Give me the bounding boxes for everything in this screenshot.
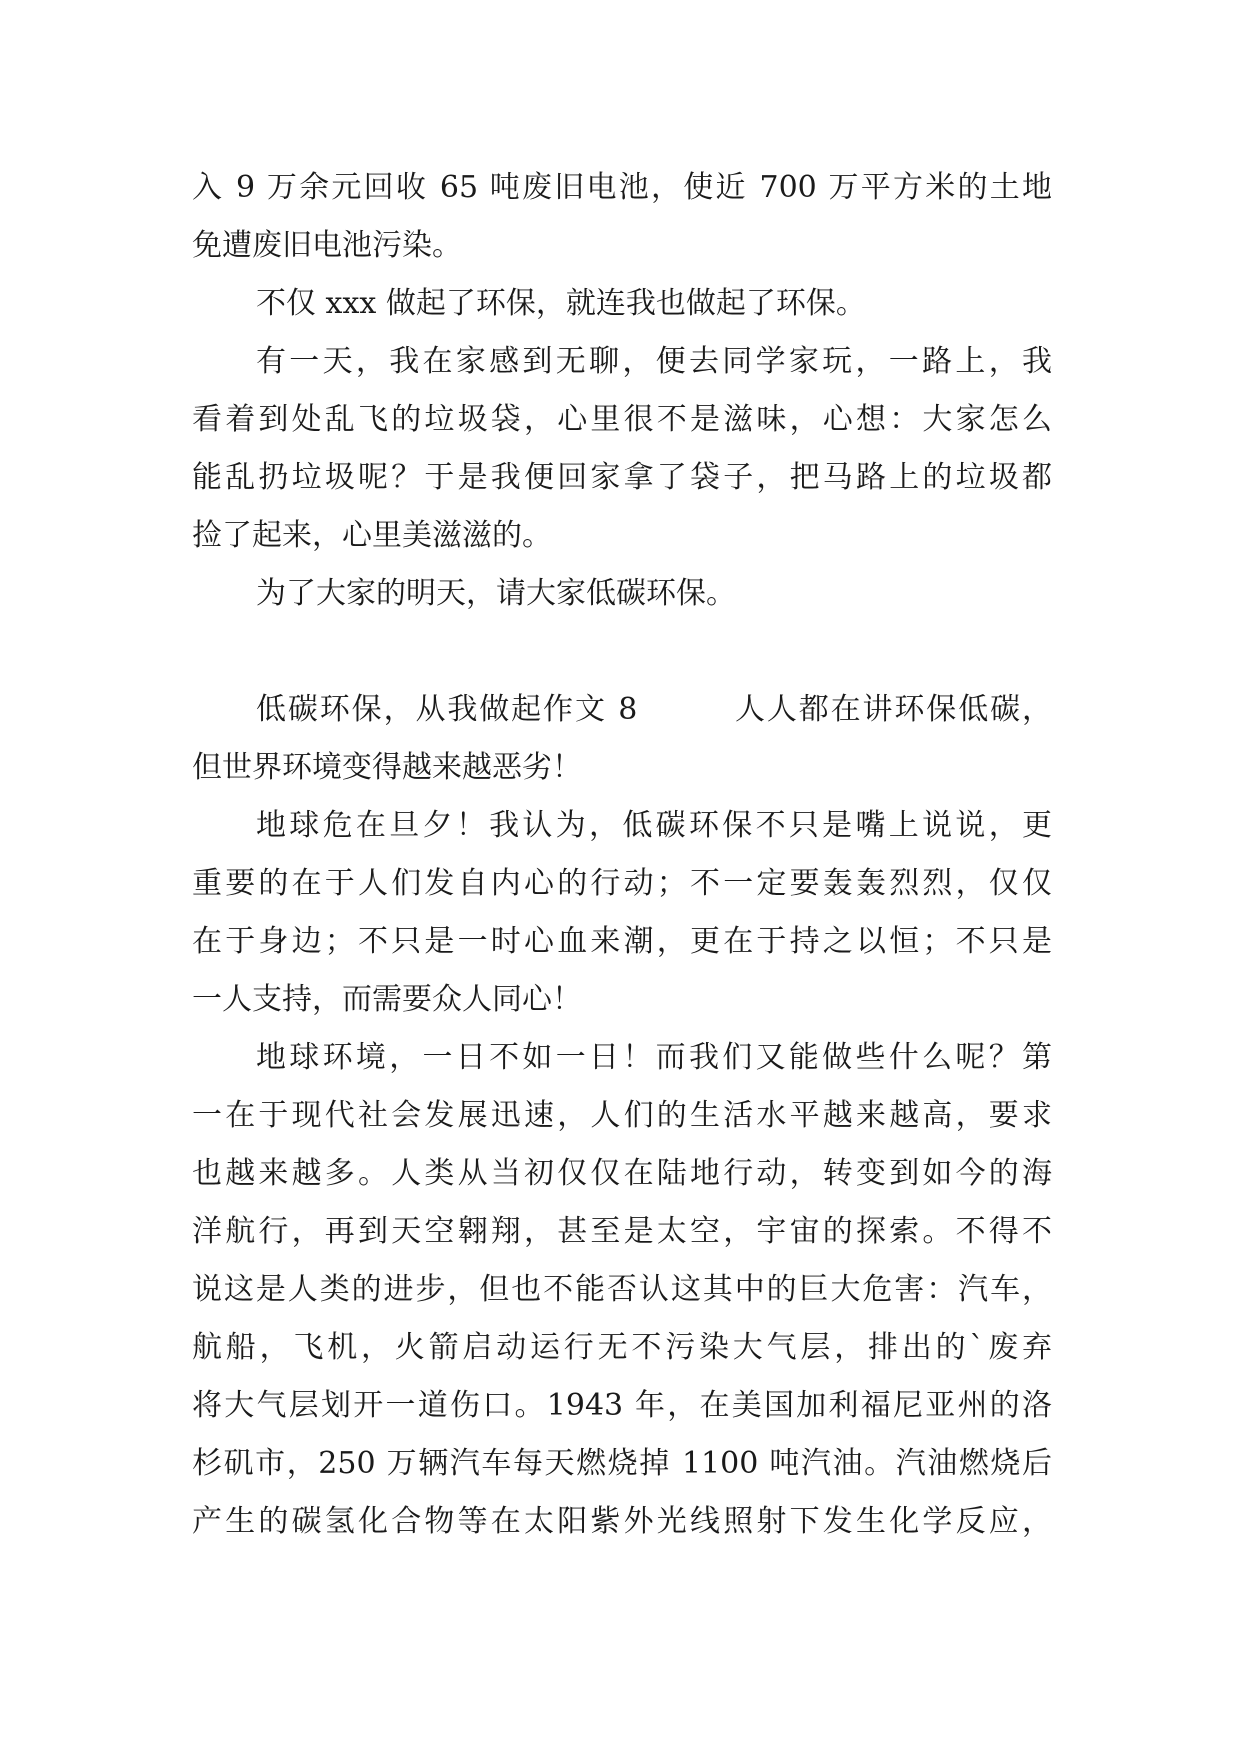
text-line: 一人支持，而需要众人同心！ <box>192 982 582 1017</box>
section-heading-line: 低碳环保，从我做起作文 8 人人都在讲环保低碳， <box>256 692 1052 727</box>
text-line: 有一天，我在家感到无聊，便去同学家玩，一路上，我 <box>256 344 1052 379</box>
text-line: 将大气层划开一道伤口。1943 年，在美国加利福尼亚州的洛 <box>192 1388 1052 1423</box>
text-line: 洋航行，再到天空翱翔，甚至是太空，宇宙的探索。不得不 <box>192 1214 1052 1249</box>
text-line: 不仅 xxx 做起了环保，就连我也做起了环保。 <box>256 286 866 321</box>
text-line: 为了大家的明天，请大家低碳环保。 <box>256 576 736 611</box>
text-line: 一在于现代社会发展迅速，人们的生活水平越来越高，要求 <box>192 1098 1052 1133</box>
text-line: 产生的碳氢化合物等在太阳紫外光线照射下发生化学反应， <box>192 1504 1052 1539</box>
text-line: 地球环境，一日不如一日！而我们又能做些什么呢？第 <box>256 1040 1052 1075</box>
text-line: 但世界环境变得越来越恶劣！ <box>192 750 582 785</box>
text-line: 在于身边；不只是一时心血来潮，更在于持之以恒；不只是 <box>192 924 1052 959</box>
text-line: 重要的在于人们发自内心的行动；不一定要轰轰烈烈，仅仅 <box>192 866 1052 901</box>
text-line: 也越来越多。人类从当初仅仅在陆地行动，转变到如今的海 <box>192 1156 1052 1191</box>
text-line: 免遭废旧电池污染。 <box>192 228 462 263</box>
text-line: 杉矶市，250 万辆汽车每天燃烧掉 1100 吨汽油。汽油燃烧后 <box>192 1446 1052 1481</box>
text-line: 说这是人类的进步，但也不能否认这其中的巨大危害：汽车， <box>192 1272 1052 1307</box>
text-line: 地球危在旦夕！我认为，低碳环保不只是嘴上说说，更 <box>256 808 1052 843</box>
text-line: 入 9 万余元回收 65 吨废旧电池，使近 700 万平方米的土地 <box>192 170 1052 205</box>
text-line: 捡了起来，心里美滋滋的。 <box>192 518 552 553</box>
text-line: 看着到处乱飞的垃圾袋，心里很不是滋味，心想：大家怎么 <box>192 402 1052 437</box>
text-line: 航船，飞机，火箭启动运行无不污染大气层，排出的`废弃 <box>192 1330 1052 1365</box>
text-line: 能乱扔垃圾呢？于是我便回家拿了袋子，把马路上的垃圾都 <box>192 460 1052 495</box>
